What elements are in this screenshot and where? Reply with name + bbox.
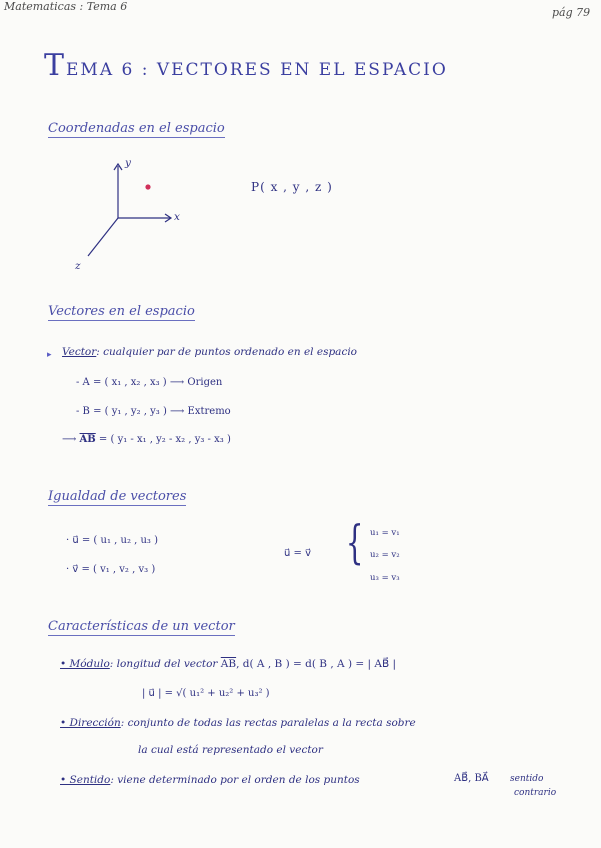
vector-ab-arrow: ⟶ [62,434,77,445]
heading-equality: Igualdad de vectores [48,489,187,504]
page-number: pág 79 [552,6,591,19]
modulo-text: : longitud del vector [109,658,218,670]
vector-definition [62,346,357,358]
point-p-label: P( x , y , z ) [251,180,333,194]
header-subject: Matematicas : Tema 6 [4,0,128,13]
modulo-formula: | u⃗ | = √( u₁² + u₂² + u₃² ) [142,688,270,699]
title-initial: T [44,48,67,83]
direccion-line-2: la cual está representado el vector [138,744,323,756]
sentido-term: • Sentido [60,774,111,786]
point-p-dot [145,184,150,189]
heading-characteristics: Características de un vector [48,619,235,634]
vector-term: Vector [62,346,97,358]
point-a-line: - A = ( x₁ , x₂ , x₃ ) ⟶ Origen [76,377,223,388]
point-b-line: - B = ( y₁ , y₂ , y₃ ) ⟶ Extremo [76,406,231,417]
condition-2: u₂ = v₂ [370,550,400,560]
page-title [44,48,448,83]
modulo-term: • Módulo [60,658,110,670]
sentido-note-2: contrario [514,788,557,798]
axis-label-x: x [174,211,180,223]
axis-label-z: z [75,260,81,272]
heading-vectors: Vectores en el espacio [48,304,195,319]
title-rest: EMA 6 : VECTORES EN EL ESPACIO [66,60,448,80]
sentido-text: : viene determinado por el orden de los puntos [110,774,360,786]
condition-1: u₁ = v₁ [370,528,400,538]
vector-ab-components: = ( y₁ - x₁ , y₂ - x₂ , y₃ - x₃ ) [95,434,231,445]
direccion-text: : conjunto de todas las rectas paralelas a la recta sobre [120,717,416,729]
vector-v-components: · v⃗ = ( v₁ , v₂ , v₃ ) [66,564,156,575]
condition-3: u₃ = v₃ [370,573,400,583]
modulo-vector: $\overline{AB}$ [220,658,237,670]
vector-u-components: · u⃗ = ( u₁ , u₂ , u₃ ) [66,535,159,546]
modulo-line [60,658,396,670]
equality-statement: u⃗ = v⃗ [284,548,311,559]
axis-label-y: y [125,157,131,169]
sentido-note-1: sentido [510,774,544,784]
vector-ab-symbol: $\overline{AB}$ [79,434,96,445]
brace-symbol: { [345,515,364,569]
heading-coordinates: Coordenadas en el espacio [48,121,225,136]
direccion-term: • Dirección [60,717,121,729]
modulo-distance: , d( A , B ) = d( B , A ) = | AB⃗ | [236,658,397,670]
z-axis [88,218,118,256]
direccion-line [60,717,416,729]
vector-ab-line [62,434,231,445]
sentido-line [60,774,360,786]
sentido-vectors: AB⃗, BA⃗ [454,773,489,784]
vector-definition-text: : cualquier par de puntos ordenado en el espacio [96,346,358,358]
bullet-marker: ▸ [47,350,52,360]
